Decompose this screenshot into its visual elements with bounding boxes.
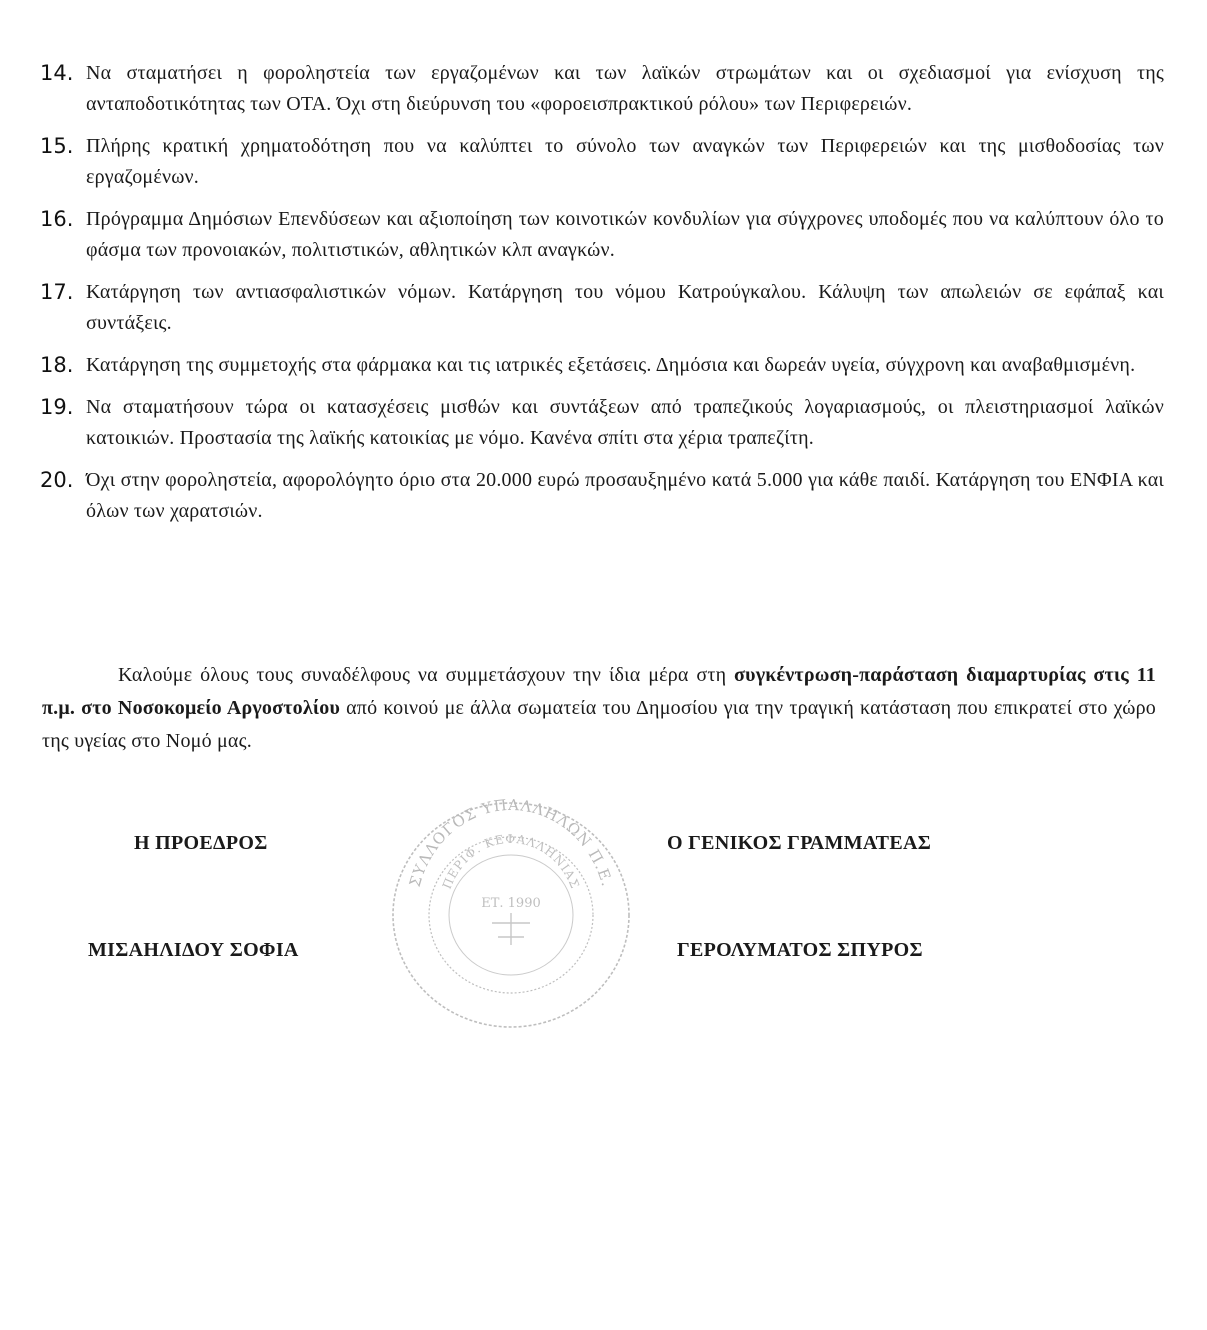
item-text: Πλήρης κρατική χρηματοδότηση που να καλύπτει το σύνολο των αναγκών των Περιφερειών και της μισθοδοσίας των εργαζομένων.	[86, 135, 1164, 188]
item-text: Κατάργηση της συμμετοχής στα φάρμακα και τις ιατρικές εξετάσεις. Δημόσια και δωρεάν υγεία, σύγχρονη και αναβαθμισμένη.	[86, 354, 1136, 376]
item-number: 17.	[40, 280, 74, 304]
demands-list	[40, 58, 1164, 538]
item-text: Να σταματήσει η φοροληστεία των εργαζομένων και των λαϊκών στρωμάτων και οι σχεδιασμοί για ενίσχυση της ανταποδοτικότητας των ΟΤΑ. Όχι στη διεύρυνση του «φοροεισπρακτικού ρόλου» των Περιφερειών.	[86, 62, 1164, 115]
item-number: 18.	[40, 353, 74, 377]
stamp-outer-text: ΣΥΛΛΟΓΟΣ ΥΠΑΛΛΗΛΩΝ Π.Ε.	[405, 795, 617, 889]
item-number: 19.	[40, 395, 74, 419]
stamp-inner-text: ΠΕΡΙΦ. ΚΕΦΑΛΛΗΝΙΑΣ	[439, 831, 583, 892]
stamp-center-text: ΕΤ. 1990	[481, 896, 541, 911]
list-item	[40, 131, 1164, 193]
item-number: 15.	[40, 134, 74, 158]
list-item	[40, 277, 1164, 339]
list-item	[40, 58, 1164, 120]
closing-highlight: συγκέντρωση-παράσταση διαμαρτυρίας στις 11 π.μ. στο Νοσοκομείο Αργοστολίου	[42, 664, 1156, 719]
secretary-name: ΓΕΡΟΛΥΜΑΤΟΣ ΣΠΥΡΟΣ	[677, 939, 923, 961]
president-name: ΜΙΣΑΗΛΙΔΟΥ ΣΟΦΙΑ	[88, 939, 299, 961]
closing-text-end: από κοινού με άλλα σωματεία του Δημοσίου για την τραγική κατάσταση που επικρατεί στο χώρο της υγείας στο Νομό μας.	[42, 697, 1156, 752]
secretary-title: Ο ΓΕΝΙΚΟΣ ΓΡΑΜΜΑΤΕΑΣ	[667, 832, 932, 854]
association-stamp	[380, 795, 642, 1035]
stamp-emblem-icon	[492, 913, 530, 945]
list-item	[40, 204, 1164, 266]
item-text: Να σταματήσουν τώρα οι κατασχέσεις μισθών και συντάξεων από τραπεζικούς λογαριασμούς, οι πλειστηριασμοί λαϊκών κατοικιών. Προστασία της λαϊκής κατοικίας με νόμο. Κανένα σπίτι στα χέρια τραπεζίτη.	[86, 396, 1164, 449]
item-text: Όχι στην φοροληστεία, αφορολόγητο όριο στα 20.000 ευρώ προσαυξημένο κατά 5.000 για κάθε παιδί. Κατάργηση του ΕΝΦΙΑ και όλων των χαρατσιών.	[86, 469, 1164, 522]
list-item	[40, 350, 1164, 381]
list-item	[40, 465, 1164, 527]
president-title: Η ΠΡΟΕΔΡΟΣ	[134, 832, 268, 854]
item-number: 16.	[40, 207, 74, 231]
list-item	[40, 392, 1164, 454]
item-number: 14.	[40, 61, 74, 85]
item-number: 20.	[40, 468, 74, 492]
item-text: Κατάργηση των αντιασφαλιστικών νόμων. Κατάργηση του νόμου Κατρούγκαλου. Κάλυψη των απωλειών σε εφάπαξ και συντάξεις.	[86, 281, 1164, 334]
item-text: Πρόγραμμα Δημόσιων Επενδύσεων και αξιοποίηση των κοινοτικών κονδυλίων για σύγχρονες υποδομές που να καλύπτουν όλο το φάσμα των προνοιακών, πολιτιστικών, αθλητικών κλπ αναγκών.	[86, 208, 1164, 261]
closing-paragraph	[42, 659, 1156, 758]
closing-text-start: Καλούμε όλους τους συναδέλφους να συμμετάσχουν την ίδια μέρα στη	[118, 664, 735, 686]
